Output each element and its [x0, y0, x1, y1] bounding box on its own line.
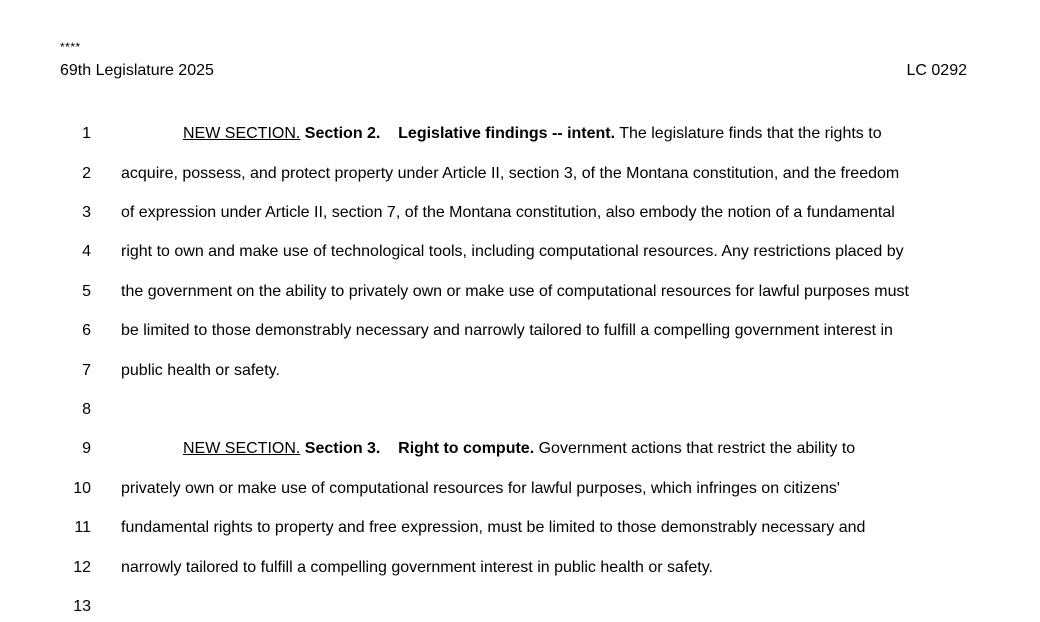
- section-number: Section 3.: [304, 440, 381, 457]
- line-number: 2: [82, 165, 91, 182]
- document-line: [0, 122, 1040, 146]
- document-line: [0, 359, 1040, 383]
- document-line: [0, 201, 1040, 225]
- legislature-session: 69th Legislature 2025: [60, 62, 214, 79]
- line-number: 8: [82, 401, 91, 418]
- line-text: fundamental rights to property and free expression, must be limited to those demonstrably necessary and: [121, 519, 866, 536]
- new-section-label: NEW SECTION.: [183, 125, 301, 142]
- line-number: 12: [73, 559, 91, 576]
- line-text: of expression under Article II, section 7, of the Montana constitution, also embody the notion of a fundamental: [121, 204, 895, 221]
- line-text: [183, 437, 855, 461]
- section-heading: Right to compute.: [398, 440, 535, 457]
- line-number: 9: [82, 440, 91, 457]
- document-line: [0, 556, 1040, 580]
- document-line: [0, 319, 1040, 343]
- line-number: 13: [73, 598, 91, 615]
- new-section-label: NEW SECTION.: [183, 440, 301, 457]
- line-text: acquire, possess, and protect property under Article II, section 3, of the Montana constitution, and the freedom: [121, 165, 900, 182]
- line-number: 6: [82, 322, 91, 339]
- line-number: 11: [74, 519, 91, 536]
- header-stars: ****: [60, 40, 81, 54]
- line-text: public health or safety.: [121, 362, 280, 379]
- line-number: 1: [82, 125, 91, 142]
- lc-number: LC 0292: [906, 62, 967, 79]
- document-line: [0, 162, 1040, 186]
- document-line: [0, 516, 1040, 540]
- document-line: [0, 595, 1040, 619]
- line-text: right to own and make use of technological tools, including computational resources. Any restrictions placed by: [121, 243, 904, 260]
- section-text: The legislature finds that the rights to: [619, 125, 882, 142]
- document-line: [0, 437, 1040, 461]
- line-text: be limited to those demonstrably necessary and narrowly tailored to fulfill a compelling government interest in: [121, 322, 893, 339]
- line-text: the government on the ability to privately own or make use of computational resources for lawful purposes must: [121, 283, 909, 300]
- line-number: 4: [82, 243, 91, 260]
- line-number: 7: [82, 362, 91, 379]
- section-heading: Legislative findings -- intent.: [398, 125, 616, 142]
- section-text: Government actions that restrict the ability to: [538, 440, 856, 457]
- line-number: 5: [82, 283, 91, 300]
- line-text: privately own or make use of computational resources for lawful purposes, which infringes on citizens': [121, 480, 840, 497]
- document-line: [0, 398, 1040, 422]
- document-line: [0, 477, 1040, 501]
- line-text: narrowly tailored to fulfill a compelling government interest in public health or safety.: [121, 559, 713, 576]
- document-line: [0, 240, 1040, 264]
- section-number: Section 2.: [304, 125, 381, 142]
- line-text: [183, 122, 882, 146]
- line-number: 10: [73, 480, 91, 497]
- document-line: [0, 280, 1040, 304]
- line-number: 3: [82, 204, 91, 221]
